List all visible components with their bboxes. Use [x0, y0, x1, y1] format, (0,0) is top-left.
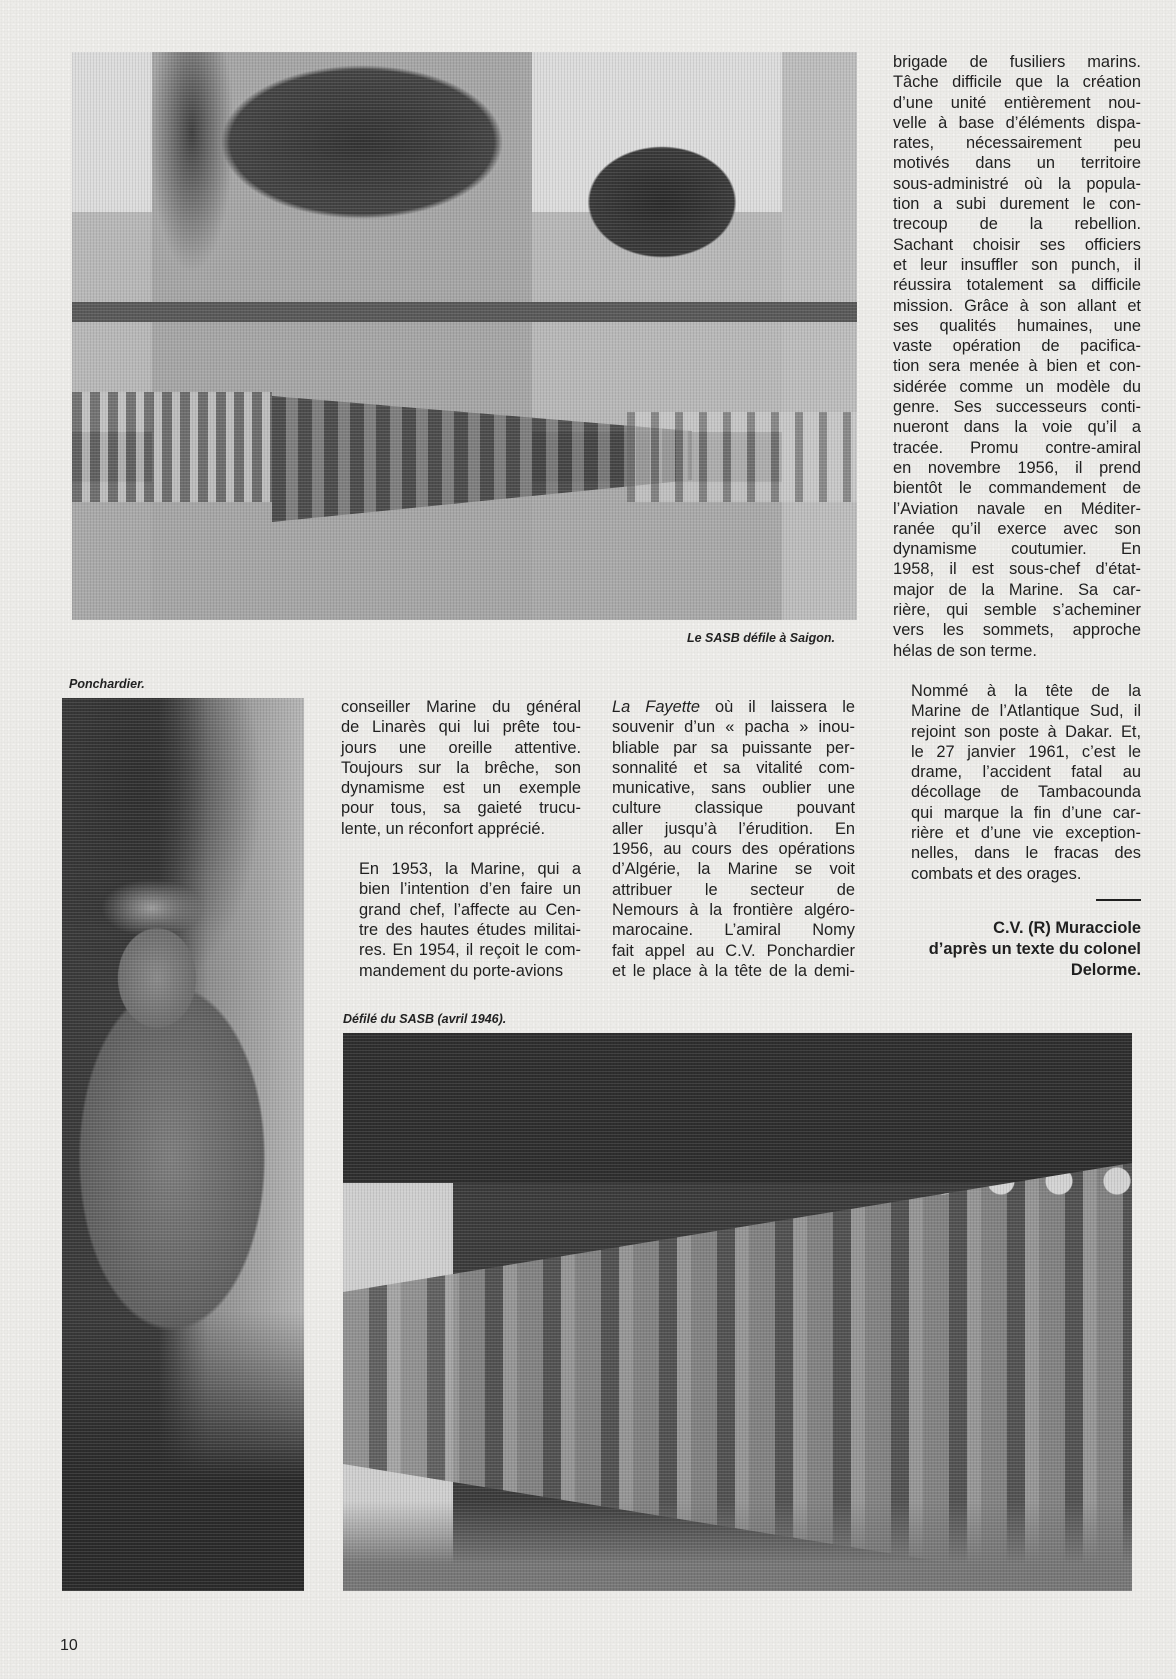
paragraph [893, 52, 1141, 661]
paragraph [893, 681, 1141, 884]
signature-divider [1096, 899, 1141, 901]
text-column-right [893, 52, 1141, 884]
text-line: rates, nécessairement peu [893, 134, 1141, 153]
text-line: Toujours sur la brêche, son [341, 758, 581, 777]
paragraph [341, 859, 581, 981]
text-line: vaste opération de pacifica- [893, 337, 1141, 356]
text-line: rejoint son poste à Dakar. Et, [911, 722, 1141, 741]
text-line: drame, l’accident fatal au [911, 763, 1141, 782]
text-line: tracée. Promu contre-amiral [893, 438, 1141, 457]
text-line: Marine de l’Atlantique Sud, il [911, 702, 1141, 721]
text-line: réussira totalement sa difficile [893, 276, 1141, 295]
text-line: bliable par sa puissante per- [612, 738, 855, 757]
text-line: attribuer le secteur de [612, 880, 855, 899]
text-line: souvenir d’un « pacha » inou- [612, 718, 855, 737]
photo-saigon-parade [72, 52, 857, 620]
text-line: ranée qu’il exerce avec son [893, 519, 1141, 538]
text-line [612, 697, 855, 717]
text-line: et leur insuffler son punch, il [893, 255, 1141, 274]
photo-ponchardier-portrait [62, 698, 304, 1591]
text-line: hélas de son terme. [893, 641, 1037, 660]
text-line: Nommé à la tête de la [911, 681, 1141, 700]
photo-road [343, 1501, 1132, 1591]
text-line: le 27 janvier 1961, c’est le [911, 742, 1141, 761]
signature-author: C.V. (R) Muracciole [993, 919, 1141, 937]
text-line: genre. Ses successeurs conti- [893, 398, 1141, 417]
text-line: lente, un réconfort apprécié. [341, 819, 546, 838]
text-line: ses qualités humaines, une [893, 316, 1141, 335]
text-line: dynamisme coutumier. En [893, 540, 1141, 559]
text-line: tion a subi durement le con- [893, 195, 1141, 214]
text-line: en novembre 1956, il prend [893, 458, 1141, 477]
text-line: bientôt le commandement de [893, 479, 1141, 498]
text-line: d’Algérie, la Marine se voit [612, 860, 855, 879]
text-line: grand chef, l’affecte au Cen- [359, 900, 581, 919]
text-line: sous-administré où la popula- [893, 174, 1141, 193]
text-line: fait appel au C.V. Ponchardier [612, 941, 855, 960]
text-line: dynamisme est un exemple [341, 779, 581, 798]
text-line: aller jusqu’à l’érudition. En [612, 819, 855, 838]
text-line: de Linarès qui lui prête tou- [341, 718, 581, 737]
text-line: culture classique pouvant [612, 799, 855, 818]
text-line: conseiller Marine du général [341, 698, 581, 716]
text-line: trecoup de la rebellion. [893, 215, 1141, 234]
paragraph [341, 697, 581, 839]
caption-saigon: Le SASB défile à Saigon. [687, 631, 835, 645]
text-line: jours une oreille attentive. [341, 738, 581, 757]
caption-defile: Défilé du SASB (avril 1946). [343, 1012, 507, 1026]
text-line: tion sera menée à bien et con- [893, 357, 1141, 376]
text-line: Nemours à la frontière algéro- [612, 900, 855, 919]
text-line: nueront dans la voie qu’il a [893, 418, 1141, 437]
text-line: sidérée comme un modèle du [893, 377, 1141, 396]
text-line: sonnalité et sa vitalité com- [612, 758, 855, 777]
text-column-middle-right [612, 697, 855, 981]
text-line: res. En 1954, il reçoit le com- [359, 941, 581, 960]
signature-source: d’après un texte du colonel [928, 940, 1141, 958]
text-column-middle-left [341, 697, 581, 981]
text-line: rière et d’une vie exception- [911, 823, 1141, 842]
text-line: 1956, au cours des opérations [612, 840, 855, 859]
text-line: rière, qui semble s’acheminer [893, 601, 1141, 620]
paragraph [612, 697, 855, 981]
text-line: décollage de Tambacounda [911, 783, 1141, 802]
text-line: bien l’intention d’en faire un [359, 880, 581, 899]
text-line: 1958, il est sous-chef d’état- [893, 560, 1141, 579]
caption-portrait: Ponchardier. [69, 677, 145, 691]
text-line: municative, sans oublier une [612, 779, 855, 798]
text-span: où il laissera le [699, 698, 855, 716]
text-line: Sachant choisir ses officiers [893, 235, 1141, 254]
text-line: brigade de fusiliers marins. [893, 53, 1141, 71]
text-line: En 1953, la Marine, qui a [359, 860, 581, 879]
text-line: qui marque la fin d’une car- [911, 803, 1141, 822]
photo-defile-sasb [343, 1033, 1132, 1591]
photo-shade [62, 1311, 304, 1591]
ship-name: La Fayette [612, 698, 700, 716]
text-line: et le place à la tête de la demi- [612, 961, 855, 980]
signature [881, 918, 1141, 981]
text-line: Tâche difficile que la création [893, 73, 1141, 92]
photo-crowd [72, 392, 272, 502]
text-line: d’une unité entièrement nou- [893, 93, 1141, 112]
text-line: l’Aviation navale en Méditer- [893, 499, 1141, 518]
signature-source-name: Delorme. [1070, 961, 1141, 979]
page-number: 10 [60, 1637, 78, 1654]
text-line: tre des hautes études militai- [359, 920, 581, 939]
text-line: motivés dans un territoire [893, 154, 1141, 173]
text-line: velle à base d’éléments dispa- [893, 113, 1141, 132]
text-line: mission. Grâce à son allant et [893, 296, 1141, 315]
text-line: mandement du porte-avions [359, 961, 564, 980]
text-line: vers les sommets, approche [893, 621, 1141, 640]
text-line: marocaine. L’amiral Nomy [612, 921, 855, 940]
photo-cyclists [627, 412, 857, 502]
text-line: nelles, dans le fracas des [911, 844, 1141, 863]
text-line: combats et des orages. [911, 864, 1082, 883]
text-line: pour tous, sa gaieté trucu- [341, 799, 581, 818]
text-line: major de la Marine. Sa car- [893, 580, 1141, 599]
